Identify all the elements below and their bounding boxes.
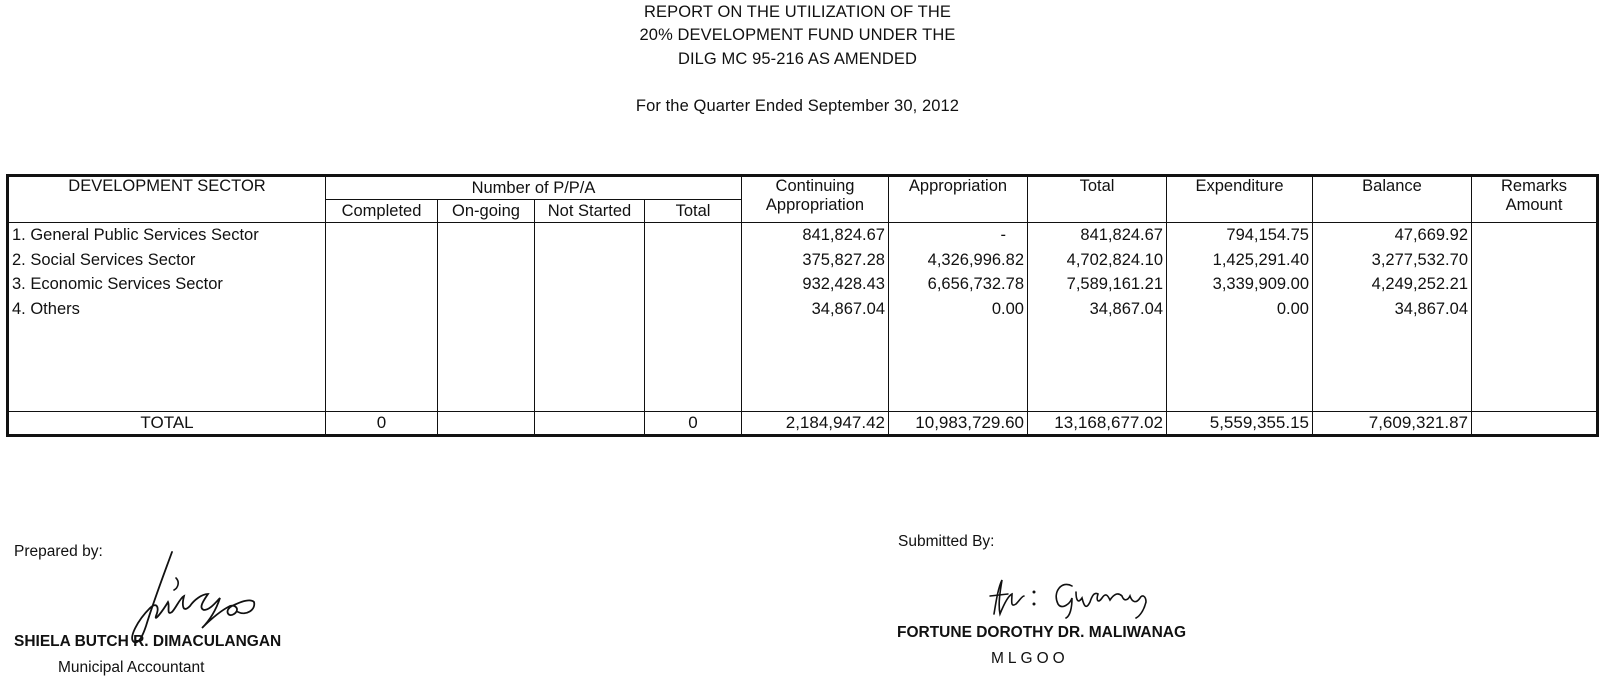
header-ppa-total: Total xyxy=(645,200,742,223)
submitted-signature-image xyxy=(982,574,1182,620)
total-value: 34,867.04 xyxy=(1089,299,1163,318)
total-completed: 0 xyxy=(326,412,438,436)
continuing-value: 841,824.67 xyxy=(802,226,885,244)
continuing-value: 932,428.43 xyxy=(802,275,885,293)
report-title-line-1: REPORT ON THE UTILIZATION OF THE xyxy=(644,3,951,21)
expenditure-value: 0.00 xyxy=(1276,299,1309,318)
expenditure-cell xyxy=(1167,223,1313,412)
total-value: 7,589,161.21 xyxy=(1066,275,1163,293)
total-remarks xyxy=(1472,412,1598,436)
total-ongoing xyxy=(438,412,535,436)
expenditure-value: 794,154.75 xyxy=(1226,226,1309,244)
header-not-started: Not Started xyxy=(535,200,645,223)
header-expenditure: Expenditure xyxy=(1167,176,1313,223)
prepared-by-title: Municipal Accountant xyxy=(58,659,205,676)
header-appropriation: Appropriation xyxy=(889,176,1028,223)
header-total: Total xyxy=(1028,176,1167,223)
total-balance: 7,609,321.87 xyxy=(1313,412,1472,436)
header-continuing-line-2: Appropriation xyxy=(765,196,865,214)
continuing-value: 375,827.28 xyxy=(802,250,885,269)
appropriation-value: 4,326,996.82 xyxy=(927,250,1024,269)
prepared-signature-image xyxy=(120,548,270,646)
appropriation-value: 6,656,732.78 xyxy=(927,275,1024,293)
utilization-table xyxy=(6,174,1599,437)
balance-cell xyxy=(1313,223,1472,412)
sector-name: 2. Social Services Sector xyxy=(12,250,196,269)
prepared-by-name: SHIELA BUTCH R. DIMACULANGAN xyxy=(14,633,282,650)
completed-cell xyxy=(326,223,438,412)
sector-name: 4. Others xyxy=(12,299,80,318)
header-completed: Completed xyxy=(326,200,438,223)
not-started-cell xyxy=(535,223,645,412)
balance-value: 3,277,532.70 xyxy=(1371,250,1468,269)
appropriation-value: - xyxy=(1000,226,1006,244)
header-number-of-ppa: Number of P/P/A xyxy=(326,176,742,200)
total-expenditure: 5,559,355.15 xyxy=(1167,412,1313,436)
balance-value: 34,867.04 xyxy=(1394,299,1468,318)
total-appropriation: 10,983,729.60 xyxy=(889,412,1028,436)
ppa-total-cell xyxy=(645,223,742,412)
header-row-1 xyxy=(8,176,1598,200)
header-remarks-line-1: Remarks xyxy=(1500,177,1567,195)
header-continuing-appropriation xyxy=(742,176,889,223)
total-row xyxy=(8,412,1598,436)
total-value: 4,702,824.10 xyxy=(1066,250,1163,269)
submitted-by-title: MLGOO xyxy=(991,650,1069,667)
total-label: TOTAL xyxy=(8,412,326,436)
balance-value: 47,669.92 xyxy=(1394,226,1468,244)
prepared-by-label: Prepared by: xyxy=(14,543,103,560)
submitted-by-name: FORTUNE DOROTHY DR. MALIWANAG xyxy=(897,624,1187,641)
ongoing-cell xyxy=(438,223,535,412)
sector-names-cell xyxy=(8,223,326,412)
total-cell xyxy=(1028,223,1167,412)
total-total: 13,168,677.02 xyxy=(1028,412,1167,436)
total-ppa-total: 0 xyxy=(645,412,742,436)
total-continuing: 2,184,947.42 xyxy=(742,412,889,436)
expenditure-value: 3,339,909.00 xyxy=(1212,275,1309,293)
sector-rows xyxy=(8,223,1598,412)
header-ongoing: On-going xyxy=(438,200,535,223)
appropriation-value: 0.00 xyxy=(991,299,1024,318)
expenditure-value: 1,425,291.40 xyxy=(1212,250,1309,269)
report-period: For the Quarter Ended September 30, 2012 xyxy=(635,97,960,115)
header-balance: Balance xyxy=(1313,176,1472,223)
continuing-value: 34,867.04 xyxy=(811,299,885,318)
report-title-line-3: DILG MC 95-216 AS AMENDED xyxy=(677,50,918,68)
remarks-cell xyxy=(1472,223,1598,412)
sector-name: 1. General Public Services Sector xyxy=(12,226,259,244)
total-not-started xyxy=(535,412,645,436)
appropriation-cell xyxy=(889,223,1028,412)
report-title-line-2: 20% DEVELOPMENT FUND UNDER THE xyxy=(639,26,956,44)
header-development-sector: DEVELOPMENT SECTOR xyxy=(8,176,326,223)
header-remarks-amount xyxy=(1472,176,1598,223)
header-remarks-line-2: Amount xyxy=(1505,196,1563,214)
sector-name: 3. Economic Services Sector xyxy=(12,275,223,293)
continuing-cell xyxy=(742,223,889,412)
header-continuing-line-1: Continuing xyxy=(775,177,855,195)
total-value: 841,824.67 xyxy=(1080,226,1163,244)
submitted-by-label: Submitted By: xyxy=(898,533,995,550)
balance-value: 4,249,252.21 xyxy=(1371,275,1468,293)
